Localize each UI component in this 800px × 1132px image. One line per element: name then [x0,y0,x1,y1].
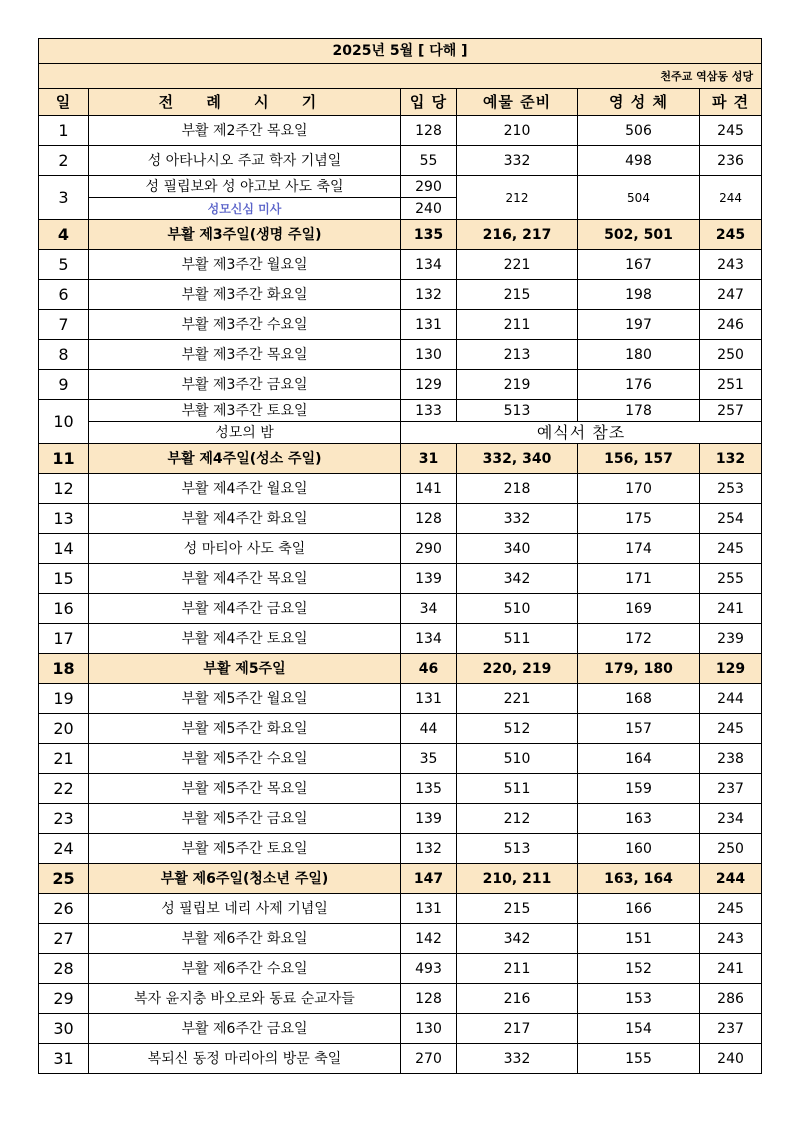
dismissal-cell: 243 [700,250,762,280]
liturgy-cell: 부활 제5주간 목요일 [89,774,401,804]
table-row [39,954,762,984]
liturgy-cell: 부활 제5주일 [89,654,401,684]
dismissal-cell: 255 [700,564,762,594]
day-cell: 28 [39,954,89,984]
communion-cell: 169 [578,594,700,624]
entrance-cell: 55 [401,146,457,176]
dismissal-cell: 250 [700,834,762,864]
liturgy-cell: 복되신 동정 마리아의 방문 축일 [89,1044,401,1074]
hymn-schedule-table [38,38,762,1074]
day-cell: 12 [39,474,89,504]
entrance-cell: 128 [401,984,457,1014]
day-cell: 26 [39,894,89,924]
offertory-cell: 332 [457,146,578,176]
dismissal-cell: 250 [700,340,762,370]
entrance-cell: 131 [401,684,457,714]
communion-cell: 167 [578,250,700,280]
entrance-cell: 46 [401,654,457,684]
day-cell: 21 [39,744,89,774]
liturgy-cell: 성 아타나시오 주교 학자 기념일 [89,146,401,176]
communion-cell: 180 [578,340,700,370]
offertory-cell: 510 [457,594,578,624]
offertory-cell: 512 [457,714,578,744]
liturgy-cell: 부활 제6주일(청소년 주일) [89,864,401,894]
offertory-cell: 217 [457,1014,578,1044]
day-cell: 17 [39,624,89,654]
communion-cell: 506 [578,116,700,146]
day-cell: 4 [39,220,89,250]
liturgy-cell: 복자 윤지충 바오로와 동료 순교자들 [89,984,401,1014]
entrance-cell: 141 [401,474,457,504]
day-cell: 8 [39,340,89,370]
liturgy-cell: 부활 제6주간 금요일 [89,1014,401,1044]
dismissal-cell: 251 [700,370,762,400]
communion-cell: 155 [578,1044,700,1074]
entrance-cell: 128 [401,116,457,146]
offertory-cell: 510 [457,744,578,774]
day-cell: 7 [39,310,89,340]
dismissal-cell: 237 [700,1014,762,1044]
column-header-liturgy: 전 례 시 기 [89,89,401,116]
dismissal-cell: 254 [700,504,762,534]
day-cell: 15 [39,564,89,594]
communion-cell: 160 [578,834,700,864]
entrance-cell: 134 [401,624,457,654]
table-row [39,654,762,684]
dismissal-cell: 241 [700,954,762,984]
communion-cell: 153 [578,984,700,1014]
liturgy-cell: 부활 제5주간 월요일 [89,684,401,714]
communion-cell: 152 [578,954,700,984]
day-cell: 13 [39,504,89,534]
dismissal-cell: 245 [700,534,762,564]
communion-cell: 164 [578,744,700,774]
table-row [39,714,762,744]
entrance-cell: 133 [401,400,457,422]
offertory-cell: 340 [457,534,578,564]
offertory-cell: 221 [457,684,578,714]
column-header-offertory: 예물 준비 [457,89,578,116]
communion-cell: 166 [578,894,700,924]
communion-cell: 157 [578,714,700,744]
column-header-entrance: 입 당 [401,89,457,116]
liturgy-cell: 부활 제4주간 토요일 [89,624,401,654]
entrance-cell: 130 [401,1014,457,1044]
table-row [39,280,762,310]
dismissal-cell: 257 [700,400,762,422]
day-cell: 24 [39,834,89,864]
day-cell: 18 [39,654,89,684]
table-row [39,774,762,804]
dismissal-cell: 244 [700,176,762,220]
dismissal-cell: 241 [700,594,762,624]
entrance-cell: 132 [401,280,457,310]
communion-cell: 176 [578,370,700,400]
communion-cell: 198 [578,280,700,310]
entrance-cell: 290 [401,176,457,198]
dismissal-cell: 247 [700,280,762,310]
communion-cell: 171 [578,564,700,594]
table-row [39,984,762,1014]
entrance-cell: 290 [401,534,457,564]
communion-cell: 179, 180 [578,654,700,684]
sub-liturgy-cell: 성모의 밤 [89,422,401,444]
liturgy-cell: 성 마티아 사도 축일 [89,534,401,564]
communion-cell: 156, 157 [578,444,700,474]
table-subrow [39,422,762,444]
dismissal-cell: 243 [700,924,762,954]
liturgy-cell: 부활 제6주간 화요일 [89,924,401,954]
offertory-cell: 342 [457,564,578,594]
offertory-cell: 210, 211 [457,864,578,894]
liturgy-cell: 부활 제5주간 금요일 [89,804,401,834]
entrance-cell: 135 [401,220,457,250]
offertory-cell: 211 [457,310,578,340]
dismissal-cell: 238 [700,744,762,774]
column-header-dismissal: 파 견 [700,89,762,116]
offertory-cell: 513 [457,834,578,864]
dismissal-cell: 286 [700,984,762,1014]
liturgy-cell: 부활 제3주간 목요일 [89,340,401,370]
entrance-cell: 493 [401,954,457,984]
communion-cell: 163 [578,804,700,834]
liturgy-cell: 성 필립보와 성 야고보 사도 축일 [89,176,401,198]
entrance-cell: 129 [401,370,457,400]
page-title: 2025년 5월 [ 다해 ] [39,39,762,64]
table-row [39,176,762,198]
offertory-cell: 213 [457,340,578,370]
liturgy-cell: 부활 제6주간 수요일 [89,954,401,984]
table-row [39,1014,762,1044]
table-row [39,744,762,774]
day-cell: 5 [39,250,89,280]
column-header-day: 일 [39,89,89,116]
offertory-cell: 216, 217 [457,220,578,250]
liturgy-cell: 부활 제5주간 수요일 [89,744,401,774]
sub-entrance-cell: 240 [401,198,457,220]
table-row [39,370,762,400]
table-row [39,250,762,280]
dismissal-cell: 245 [700,714,762,744]
offertory-cell: 220, 219 [457,654,578,684]
entrance-cell: 131 [401,310,457,340]
offertory-cell: 216 [457,984,578,1014]
table-row [39,624,762,654]
offertory-cell: 342 [457,924,578,954]
communion-cell: 170 [578,474,700,504]
offertory-cell: 513 [457,400,578,422]
communion-cell: 163, 164 [578,864,700,894]
offertory-cell: 212 [457,804,578,834]
liturgy-cell: 부활 제3주간 화요일 [89,280,401,310]
dismissal-cell: 245 [700,116,762,146]
entrance-cell: 142 [401,924,457,954]
dismissal-cell: 237 [700,774,762,804]
dismissal-cell: 129 [700,654,762,684]
entrance-cell: 139 [401,804,457,834]
liturgy-cell: 부활 제3주간 금요일 [89,370,401,400]
communion-cell: 175 [578,504,700,534]
offertory-cell: 219 [457,370,578,400]
liturgy-cell: 부활 제4주간 목요일 [89,564,401,594]
dismissal-cell: 234 [700,804,762,834]
table-row [39,594,762,624]
entrance-cell: 44 [401,714,457,744]
offertory-cell: 218 [457,474,578,504]
table-row [39,864,762,894]
dismissal-cell: 244 [700,684,762,714]
offertory-cell: 332 [457,1044,578,1074]
table-row [39,400,762,422]
communion-cell: 502, 501 [578,220,700,250]
table-row [39,534,762,564]
dismissal-cell: 236 [700,146,762,176]
communion-cell: 504 [578,176,700,220]
table-row [39,310,762,340]
entrance-cell: 132 [401,834,457,864]
offertory-cell: 210 [457,116,578,146]
offertory-cell: 332, 340 [457,444,578,474]
table-row [39,220,762,250]
day-cell: 25 [39,864,89,894]
table-row [39,894,762,924]
liturgy-cell: 부활 제3주간 월요일 [89,250,401,280]
day-cell: 19 [39,684,89,714]
day-cell: 29 [39,984,89,1014]
column-header-communion: 영 성 체 [578,89,700,116]
dismissal-cell: 246 [700,310,762,340]
sub-liturgy-cell: 성모신심 미사 [89,198,401,220]
liturgy-cell: 성 필립보 네리 사제 기념일 [89,894,401,924]
day-cell: 3 [39,176,89,220]
entrance-cell: 139 [401,564,457,594]
table-row [39,340,762,370]
dismissal-cell: 253 [700,474,762,504]
column-header-row [39,89,762,116]
table-row [39,146,762,176]
day-cell: 30 [39,1014,89,1044]
table-row [39,834,762,864]
communion-cell: 172 [578,624,700,654]
communion-cell: 168 [578,684,700,714]
day-cell: 1 [39,116,89,146]
offertory-cell: 511 [457,624,578,654]
liturgy-cell: 부활 제3주간 수요일 [89,310,401,340]
day-cell: 20 [39,714,89,744]
entrance-cell: 35 [401,744,457,774]
day-cell: 22 [39,774,89,804]
day-cell: 10 [39,400,89,444]
liturgy-cell: 부활 제5주간 토요일 [89,834,401,864]
day-cell: 23 [39,804,89,834]
entrance-cell: 31 [401,444,457,474]
offertory-cell: 212 [457,176,578,220]
sub-note-cell: 예식서 참조 [401,422,762,444]
liturgy-cell: 부활 제2주간 목요일 [89,116,401,146]
table-row [39,684,762,714]
dismissal-cell: 245 [700,220,762,250]
dismissal-cell: 245 [700,894,762,924]
communion-cell: 197 [578,310,700,340]
offertory-cell: 332 [457,504,578,534]
offertory-cell: 215 [457,280,578,310]
liturgy-cell: 부활 제4주간 화요일 [89,504,401,534]
day-cell: 27 [39,924,89,954]
offertory-cell: 211 [457,954,578,984]
dismissal-cell: 240 [700,1044,762,1074]
table-row [39,504,762,534]
communion-cell: 159 [578,774,700,804]
table-row [39,1044,762,1074]
liturgy-cell: 부활 제4주간 금요일 [89,594,401,624]
communion-cell: 178 [578,400,700,422]
day-cell: 9 [39,370,89,400]
communion-cell: 151 [578,924,700,954]
table-row [39,444,762,474]
entrance-cell: 147 [401,864,457,894]
communion-cell: 154 [578,1014,700,1044]
communion-cell: 498 [578,146,700,176]
liturgy-cell: 부활 제3주간 토요일 [89,400,401,422]
entrance-cell: 130 [401,340,457,370]
day-cell: 6 [39,280,89,310]
table-row [39,474,762,504]
entrance-cell: 34 [401,594,457,624]
entrance-cell: 131 [401,894,457,924]
dismissal-cell: 239 [700,624,762,654]
communion-cell: 174 [578,534,700,564]
entrance-cell: 135 [401,774,457,804]
offertory-cell: 511 [457,774,578,804]
day-cell: 14 [39,534,89,564]
table-row [39,116,762,146]
dismissal-cell: 244 [700,864,762,894]
offertory-cell: 221 [457,250,578,280]
table-row [39,804,762,834]
entrance-cell: 134 [401,250,457,280]
liturgy-cell: 부활 제4주간 월요일 [89,474,401,504]
liturgy-cell: 부활 제5주간 화요일 [89,714,401,744]
entrance-cell: 128 [401,504,457,534]
entrance-cell: 270 [401,1044,457,1074]
liturgy-cell: 부활 제3주일(생명 주일) [89,220,401,250]
day-cell: 31 [39,1044,89,1074]
table-row [39,564,762,594]
offertory-cell: 215 [457,894,578,924]
table-row [39,924,762,954]
liturgy-cell: 부활 제4주일(성소 주일) [89,444,401,474]
parish-name: 천주교 역삼동 성당 [39,64,762,89]
day-cell: 11 [39,444,89,474]
dismissal-cell: 132 [700,444,762,474]
day-cell: 2 [39,146,89,176]
day-cell: 16 [39,594,89,624]
